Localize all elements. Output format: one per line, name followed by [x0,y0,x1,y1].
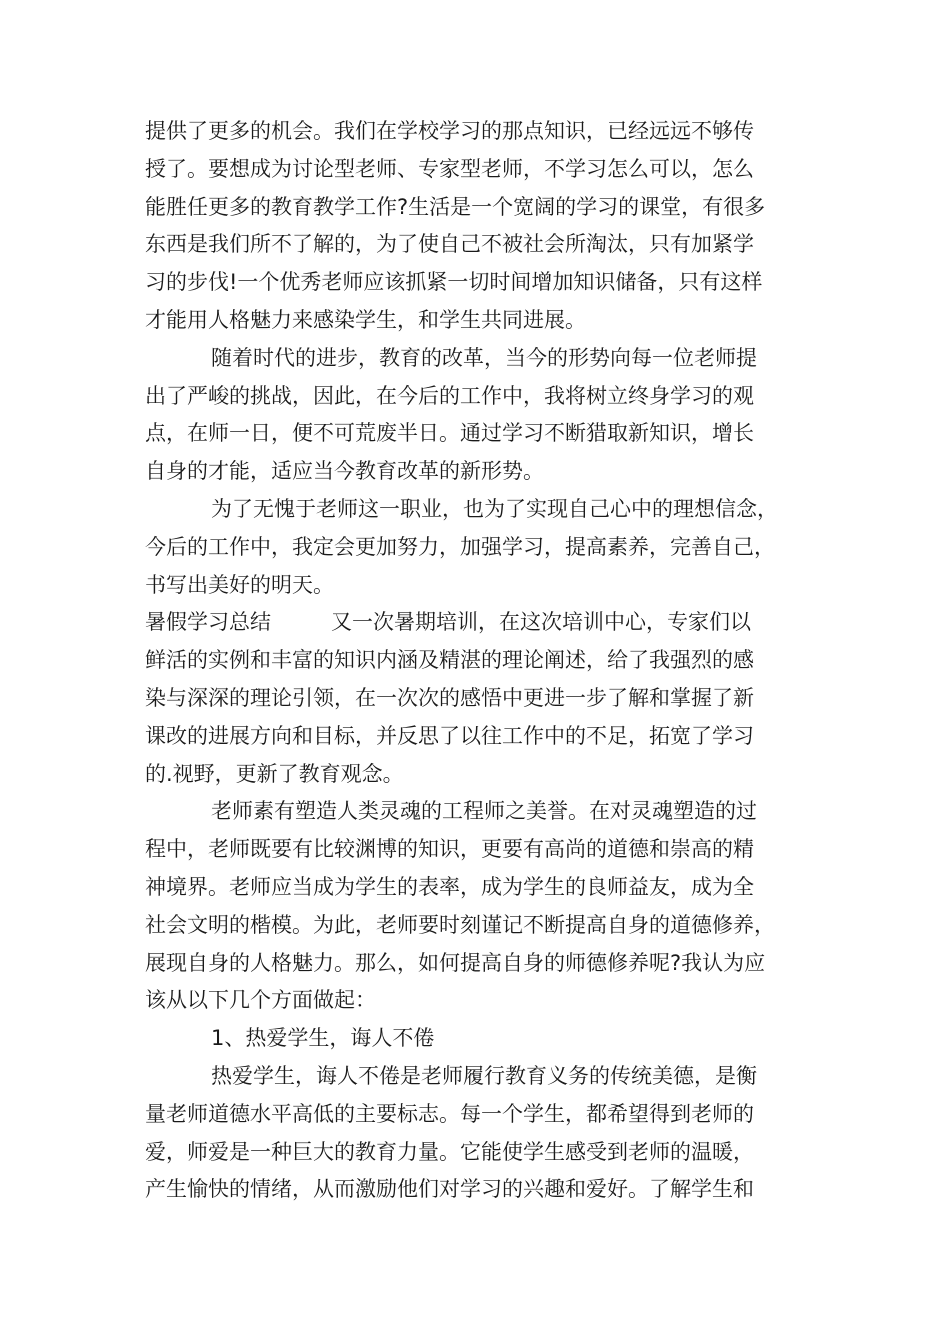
text-line: 书写出美好的明天。 [145,572,334,597]
text-line: 点，在师一日，便不可荒废半日。通过学习不断猎取新知识，增长 [145,421,754,446]
section-title: 暑假学习总结 [145,610,271,635]
text-line: 提供了更多的机会。我们在学校学习的那点知识，已经远远不够传 [145,119,754,143]
document-body [145,113,825,1209]
text-line: 量老师道德水平高低的主要标志。每一个学生，都希望得到老师的 [145,1101,754,1126]
text-line: 又一次暑期培训，在这次培训中心，专家们以 [331,610,751,635]
text-line: 才能用人格魅力来感染学生，和学生共同进展。 [145,307,586,332]
section-heading-line [145,604,825,642]
text-line: 产生愉快的情绪，从而激励他们对学习的兴趣和爱好。了解学生和 [145,1177,754,1202]
text-line: 东西是我们所不了解的，为了使自己不被社会所淘汰，只有加紧学 [145,232,754,257]
text-line: 授了。要想成为讨论型老师、专家型老师，不学习怎么可以，怎么 [145,156,754,181]
text-line: 自身的才能，适应当今教育改革的新形势。 [145,459,544,484]
text-line: 为了无愧于老师这一职业，也为了实现自己心中的理想信念， [211,496,778,521]
text-line: 程中，老师既要有比较渊博的知识，更要有高尚的道德和崇高的精 [145,837,754,862]
text-line: 神境界。老师应当成为学生的表率，成为学生的良师益友，成为全 [145,874,754,899]
text-line: 热爱学生，诲人不倦是老师履行教育义务的传统美德，是衡 [211,1063,757,1088]
text-line: 习的步伐!一个优秀老师应该抓紧一切时间增加知识储备，只有这样 [145,270,763,295]
numbered-heading: 1、热爱学生，诲人不倦 [211,1026,435,1051]
text-line: 的.视野，更新了教育观念。 [145,761,404,786]
text-line: 染与深深的理论引领，在一次次的感悟中更进一步了解和掌握了新 [145,685,754,710]
text-line: 该从以下几个方面做起： [145,988,376,1013]
text-line: 出了严峻的挑战，因此，在今后的工作中，我将树立终身学习的观 [145,383,754,408]
text-line: 展现自身的人格魅力。那么，如何提高自身的师德修养呢?我认为应 [145,950,766,975]
text-line: 能胜任更多的教育教学工作?生活是一个宽阔的学习的课堂，有很多 [145,194,766,219]
text-line: 老师素有塑造人类灵魂的工程师之美誉。在对灵魂塑造的过 [211,799,757,824]
text-line: 鲜活的实例和丰富的知识内涵及精湛的理论阐述，给了我强烈的感 [145,648,754,673]
text-line: 课改的进展方向和目标，并反思了以往工作中的不足，拓宽了学习 [145,723,754,748]
text-line: 随着时代的进步，教育的改革，当今的形势向每一位老师提 [211,345,757,370]
text-line: 爱，师爱是一种巨大的教育力量。它能使学生感受到老师的温暖， [145,1139,754,1164]
text-line: 社会文明的楷模。为此，老师要时刻谨记不断提高自身的道德修养， [145,912,775,937]
text-line: 今后的工作中，我定会更加努力，加强学习，提高素养，完善自己， [145,534,775,559]
